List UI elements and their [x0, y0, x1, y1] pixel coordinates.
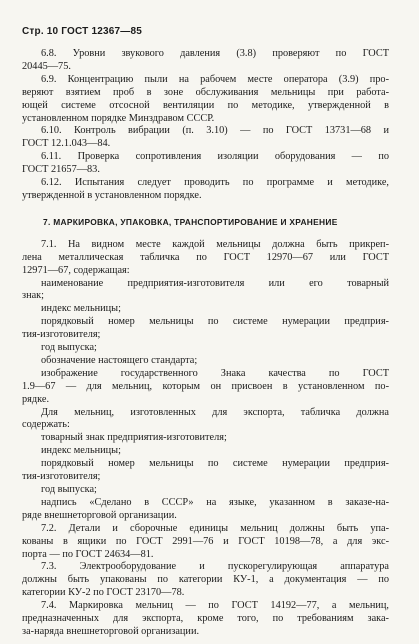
paragraph	[22, 125, 389, 151]
paragraph	[22, 239, 389, 278]
text-line: надпись «Сделано в СССР» на языке, указанном в заказе-на-	[41, 496, 389, 508]
text-line: год выпуска;	[41, 484, 97, 495]
section-7-paragraphs	[22, 239, 389, 639]
text-line: 7.4. Маркировка мельниц — по ГОСТ 14192—77, а мельниц,	[41, 600, 389, 612]
text-line: за-наряда внешнеторговой организации.	[22, 625, 200, 637]
text-line: 12971—67, содержащая:	[22, 264, 130, 276]
text-line: должны быть упакованы по категории КУ-1, а документация — по	[22, 574, 389, 586]
text-line: 7.2. Детали и сборочные единицы мельниц должны быть упа-	[41, 522, 389, 534]
text-line: 6.11. Проверка сопротивления изоляции оборудования — по	[41, 151, 389, 163]
section-6-paragraphs	[22, 48, 389, 203]
paragraph	[22, 316, 389, 342]
text-line: порта — по ГОСТ 24634—81.	[22, 548, 154, 560]
text-line: порядковый номер мельницы по системе нумерации предприя-	[41, 316, 389, 328]
text-line: знак;	[22, 290, 45, 302]
text-line: содержать:	[22, 419, 70, 431]
paragraph	[22, 177, 389, 203]
paragraph	[22, 151, 389, 177]
text-line: порядковый номер мельницы по системе нумерации предприя-	[41, 458, 389, 470]
text-line: 7.1. На видном месте каждой мельницы должна быть прикреп-	[41, 238, 389, 250]
text-line: наименование предприятия-изготовителя или его товарный	[41, 277, 389, 289]
text-line: ряде внешнеторговой организации.	[22, 509, 177, 521]
text-line: кованы в ящики по ГОСТ 2991—76 и ГОСТ 10198—78, а для экс-	[22, 535, 389, 547]
text-line: веряют взятием проб в зоне обслуживания мельницы при работа-	[22, 86, 389, 98]
paragraph	[22, 303, 389, 316]
text-line: рядке.	[22, 393, 50, 405]
paragraph	[22, 342, 389, 355]
text-line: лена металлическая табличка по ГОСТ 12970—67 или ГОСТ	[22, 251, 389, 263]
text-line: ГОСТ 21657—83.	[22, 164, 100, 176]
page-header: Стр. 10 ГОСТ 12367—85	[22, 26, 142, 37]
text-line: 6.10. Контроль вибрации (п. 3.10) — по ГОСТ 13731—68 и	[41, 125, 389, 137]
section-7-heading: 7. МАРКИРОВКА, УПАКОВКА, ТРАНСПОРТИРОВАНИЕ И ХРАНЕНИЕ	[43, 216, 338, 227]
text-line: индекс мельницы;	[41, 303, 121, 315]
paragraph	[22, 355, 389, 368]
text-line: 7.3. Электрооборудование и пускорегулирующая аппаратура	[41, 561, 389, 573]
paragraph	[22, 523, 389, 562]
text-line: товарный знак предприятия-изготовителя;	[41, 432, 227, 444]
text-line: тия-изготовителя;	[22, 471, 101, 483]
text-line: категории КУ-2 по ГОСТ 23170—78.	[22, 587, 185, 599]
text-line: 6.8. Уровни звукового давления (3.8) проверяют по ГОСТ	[41, 48, 389, 59]
text-line: изображение государственного Знака качества по ГОСТ	[41, 367, 389, 379]
text-line: год выпуска;	[41, 342, 97, 354]
paragraph	[22, 74, 389, 126]
paragraph	[22, 484, 389, 497]
paragraph	[22, 432, 389, 445]
text-line: 20445—75.	[22, 60, 71, 72]
paragraph	[22, 445, 389, 458]
paragraph	[22, 600, 389, 639]
text-line: тия-изготовителя;	[22, 329, 101, 341]
paragraph	[22, 497, 389, 523]
text-line: утвержденной в установленном порядке.	[22, 189, 202, 201]
text-line: обозначение настоящего стандарта;	[41, 354, 198, 366]
document-body	[22, 48, 389, 639]
text-line: 6.12. Испытания следует проводить по программе и методике,	[41, 177, 389, 189]
paragraph	[22, 561, 389, 600]
text-line: ГОСТ 12.1.043—84.	[22, 138, 111, 150]
paragraph	[22, 278, 389, 304]
text-line: предназначенных для экспорта, кроме того, по требованиям зака-	[22, 613, 389, 625]
text-line: 1.9—67 — для мельниц, которым он присвоен в установленном по-	[22, 380, 389, 392]
text-line: 6.9. Концентрацию пыли на рабочем месте оператора (3.9) про-	[41, 73, 389, 85]
paragraph	[22, 407, 389, 433]
text-line: ющей системе отсосной вентиляции по методике, утвержденной в	[22, 99, 389, 111]
paragraph	[22, 458, 389, 484]
text-line: Для мельниц, изготовленных для экспорта, табличка должна	[41, 406, 389, 418]
text-line: индекс мельницы;	[41, 445, 121, 457]
paragraph	[22, 368, 389, 407]
text-line: установленном порядке Минздравом СССР.	[22, 112, 215, 124]
paragraph	[22, 48, 389, 74]
